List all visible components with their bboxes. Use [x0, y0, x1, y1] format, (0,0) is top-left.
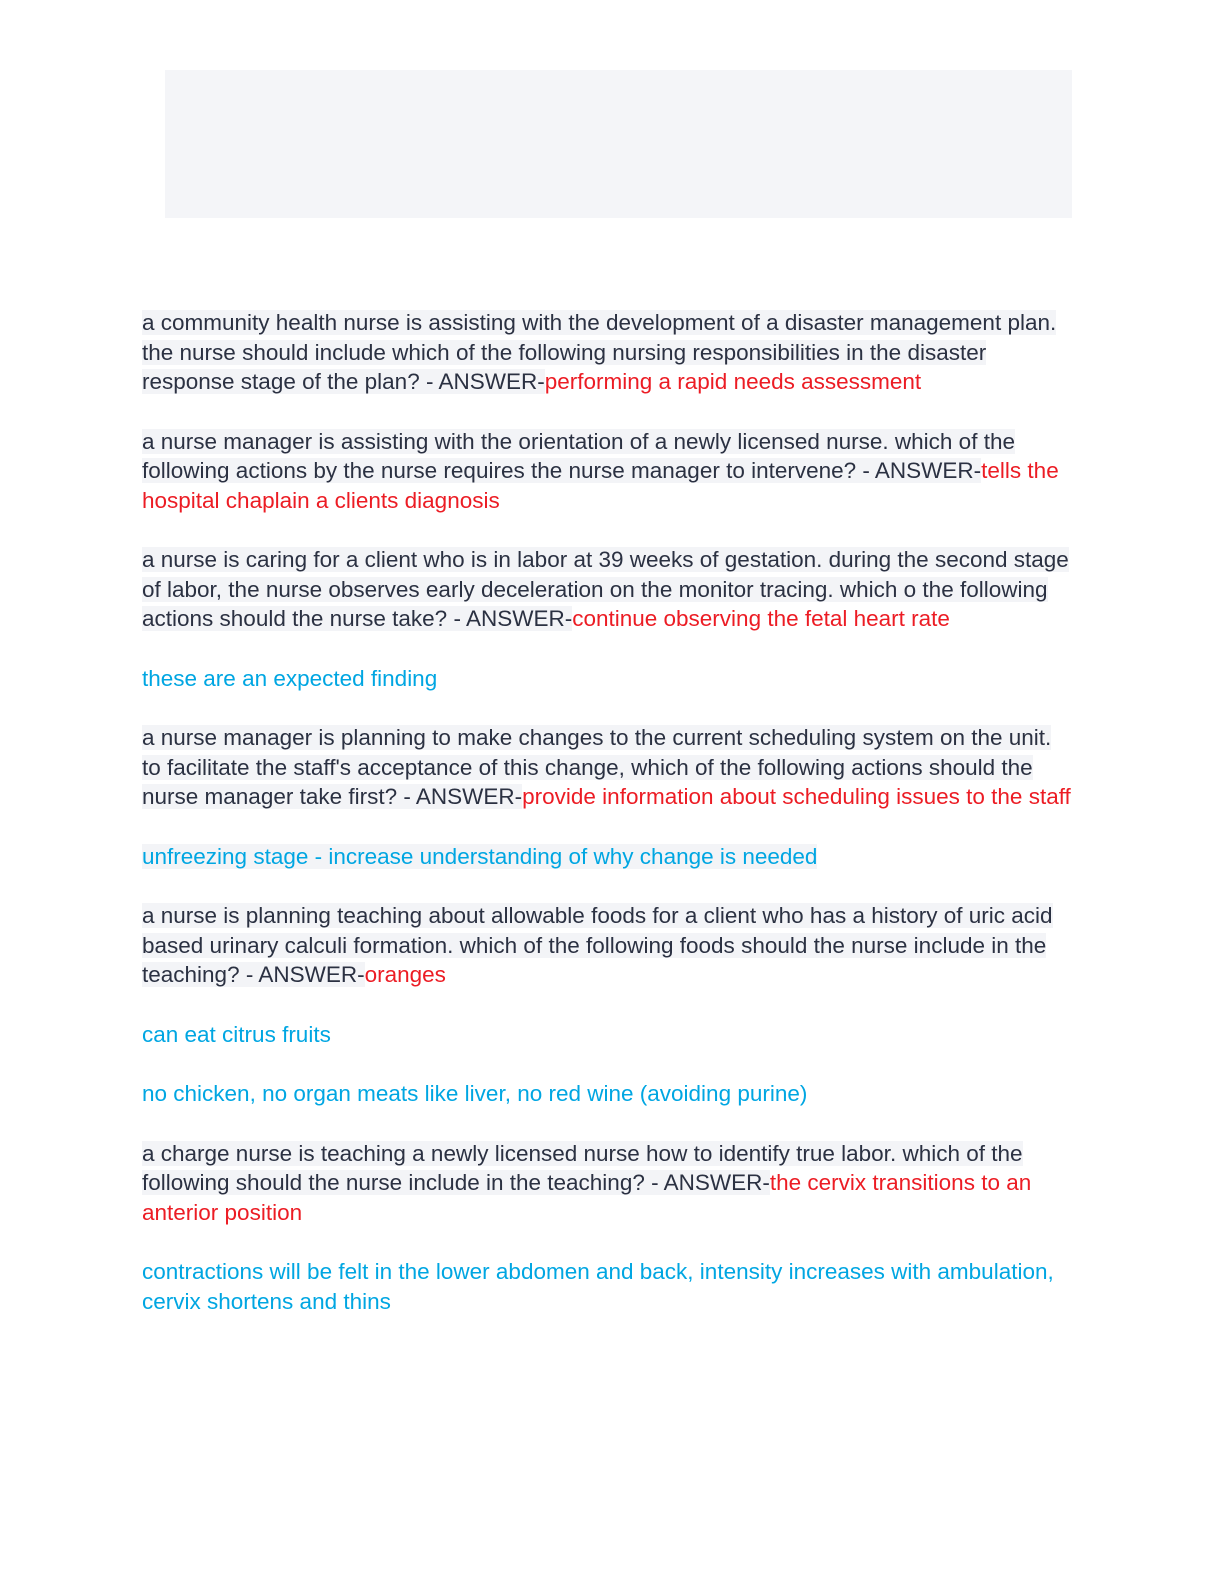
qa-item: [142, 901, 1072, 990]
qa-item: [142, 545, 1072, 634]
question-text: a nurse manager is assisting with the orientation of a newly licensed nurse. which of the following actions by the nurse requires the nurse manager to intervene? - ANSWER-: [142, 428, 1015, 483]
note-text: contractions will be felt in the lower abdomen and back, intensity increases with ambulation, cervix shortens and thins: [142, 1259, 1054, 1314]
answer-text: oranges: [364, 962, 446, 987]
answer-text: tells the hospital chaplain a clients diagnosis: [142, 458, 1059, 513]
note-span: unfreezing stage - increase understanding of why change is needed: [142, 843, 818, 869]
answer-text: continue observing the fetal heart rate: [572, 606, 950, 631]
question-text: a nurse manager is planning to make changes to the current scheduling system on the unit. to facilitate the staff's acceptance of this change, which of the following actions should the nurse manager take first? - ANSWER-: [142, 725, 1052, 809]
note-text: no chicken, no organ meats like liver, no red wine (avoiding purine): [142, 1081, 808, 1106]
qa-item: [142, 723, 1072, 812]
note-text: these are an expected finding: [142, 665, 438, 691]
question-text: a charge nurse is teaching a newly licensed nurse how to identify true labor. which of the following should the nurse include in the teaching? - ANSWER-: [142, 1140, 1023, 1195]
question-text: a nurse is caring for a client who is in labor at 39 weeks of gestation. during the second stage of labor, the nurse observes early deceleration on the monitor tracing. which o the following actions should the nurse take? - ANSWER-: [142, 547, 1069, 631]
document-body: [142, 308, 1072, 1316]
question-text: a community health nurse is assisting with the development of a disaster management plan. the nurse should include which of the following nursing responsibilities in the disaster response stage of the plan? - ANSWER-: [142, 310, 1057, 394]
qa-item: [142, 308, 1072, 397]
qa-item: [142, 1139, 1072, 1228]
answer-text: provide information about scheduling issues to the staff: [522, 784, 1071, 809]
note-text: can eat citrus fruits: [142, 1021, 331, 1047]
question-text: a nurse is planning teaching about allowable foods for a client who has a history of uric acid based urinary calculi formation. which of the following foods should the nurse include in the teaching? - ANSWER-: [142, 903, 1053, 987]
answer-text: the cervix transitions to an anterior position: [142, 1170, 1032, 1225]
answer-text: performing a rapid needs assessment: [544, 369, 922, 394]
header-band: [165, 70, 1072, 218]
note-text: [142, 842, 1072, 872]
qa-item: [142, 427, 1072, 516]
